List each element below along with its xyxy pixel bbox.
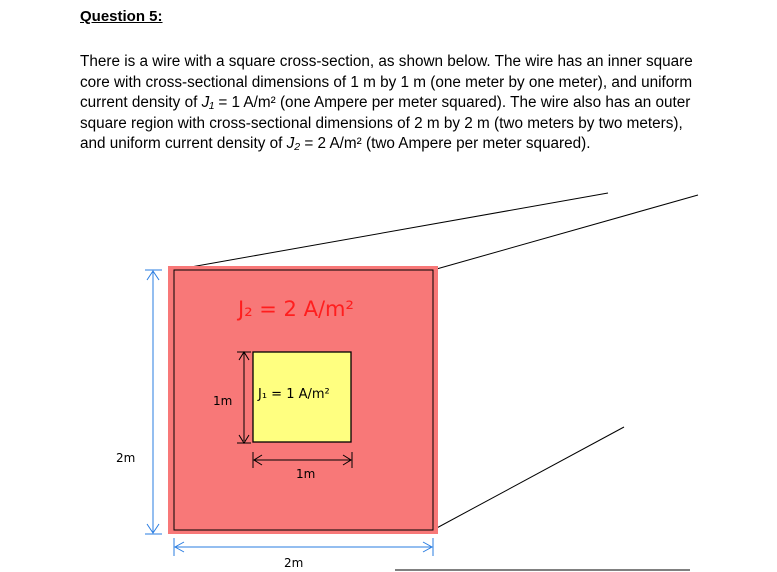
question-heading: Question 5:	[80, 8, 163, 25]
outer-density-label: J₂ = 2 A/m²	[238, 297, 354, 321]
outer-height-label: 2m	[116, 451, 136, 465]
inner-density-label: J₁ = 1 A/m²	[258, 387, 330, 402]
inner-height-label: 1m	[213, 394, 233, 408]
outer-width-label: 2m	[284, 556, 304, 570]
wire-bottom-right-edge	[433, 427, 624, 530]
question-text-part3: = 2 A/m² (two Ampere per meter squared).	[300, 135, 591, 152]
question-text-part1: There is a wire with a square cross-section, as shown below. The wire has an inner square core with cross-sectional dimensions of 1 m by 1 m (one meter by one meter), and uniform current density of	[80, 53, 693, 111]
j1-symbol: J₁	[201, 94, 215, 111]
outer-width-marker	[174, 538, 433, 556]
j2-symbol: J₂	[286, 135, 301, 152]
wire-top-right-edge	[433, 195, 698, 270]
outer-height-marker	[145, 270, 162, 534]
question-text-part2: = 1 A/m² (one Ampere per meter squared). The wire also has an outer square region with cross-sectional dimensions of 2 m by 2 m (two meters by two meters), and uniform current density of	[80, 94, 691, 152]
wire-top-left-edge	[174, 193, 608, 270]
inner-width-label: 1m	[296, 467, 316, 481]
